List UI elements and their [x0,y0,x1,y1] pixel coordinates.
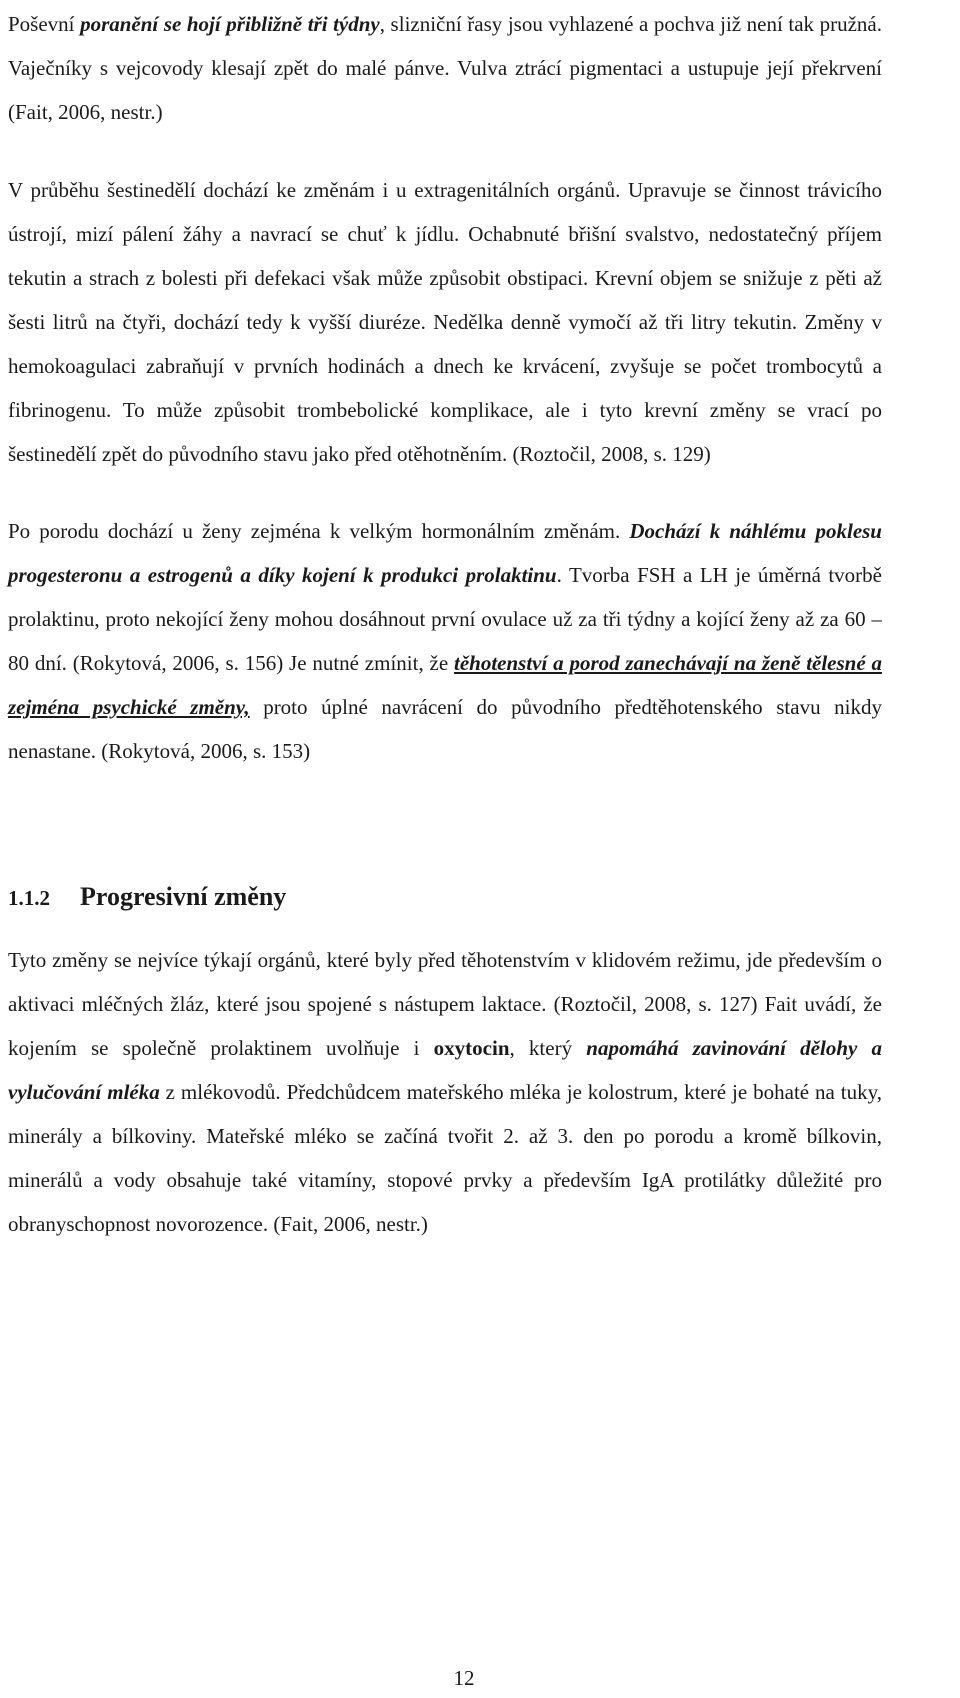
text-segment-normal: Po porodu dochází u ženy zejména k velkým hormonálním změnám. [8,519,630,543]
section-title: Progresivní změny [80,882,287,911]
text-segment-normal: proto úplné navrácení do původního předtěhotenského stavu nikdy nenastane. (Rokytová, 2006, s. 153) [8,695,882,763]
text-segment-normal: . Tvorba FSH a LH je úměrná tvorbě prolaktinu, proto nekojící ženy mohou dosáhnout první ovulace už za tři týdny a kojící ženy až za 60 – 80 dní. (Rokytová, 2006, s. 156) Je nutné zmínit, že [8,563,883,675]
paragraph-extragenital-changes [8,168,882,476]
text-segment-normal: Tyto změny se nejvíce týkají orgánů, které byly před těhotenstvím v klidovém režimu, jde především o aktivaci mléčných žláz, které jsou spojené s nástupem laktace. (Roztočil, 2008, s. 127) Fait uvádí, že kojením se společně prolaktinem uvolňuje i [8,948,882,1060]
paragraph-progressive-changes [8,938,882,1246]
text-segment-bolditalic: napomáhá zavinování dělohy a vylučování mléka [8,1036,882,1104]
text-segment-normal: , slizniční řasy jsou vyhlazené a pochva již není tak pružná. Vaječníky s vejcovody klesají zpět do malé pánve. Vulva ztrácí pigmentaci a ustupuje její překrvení (Fait, 2006, nestr.) [8,12,882,124]
text-segment-bolditalic: poranění se hojí přibližně tři týdny [80,12,380,36]
section-number: 1.1.2 [8,886,50,910]
section-heading [8,877,882,918]
document-page [8,0,882,1246]
text-segment-bold: oxytocin [433,1036,510,1060]
paragraph-postpartum-healing [8,2,882,134]
text-segment-normal: V průběhu šestinedělí dochází ke změnám i u extragenitálních orgánů. Upravuje se činnost trávicího ústrojí, mizí pálení žáhy a navrací se chuť k jídlu. Ochabnuté břišní svalstvo, nedostatečný příjem tekutin a strach z bolesti při defekaci však může způsobit obstipaci. Krevní objem se snižuje z pěti až šesti litrů na čtyři, dochází tedy k vyšší diuréze. Nedělka denně vymočí až tři litry tekutin. Změny v hemokoagulaci zabraňují v prvních hodinách a dnech ke krvácení, zvyšuje se počet trombocytů a fibrinogenu. To může způsobit trombebolické komplikace, ale i tyto krevní změny se vrací po šestinedělí zpět do původního stavu jako před otěhotněním. (Roztočil, 2008, s. 129) [8,178,882,466]
page-number: 12 [453,1666,475,1690]
text-segment-normal: Poševní [8,12,81,36]
paragraph-hormonal-changes [8,509,882,773]
text-segment-normal: , který [509,1036,587,1060]
text-segment-normal: z mlékovodů. Předchůdcem mateřského mléka je kolostrum, které je bohaté na tuky, minerály a bílkoviny. Mateřské mléko se začíná tvořit 2. až 3. den po porodu a kromě bílkovin, minerálů a vody obsahuje také vitamíny, stopové prvky a především IgA protilátky důležité pro obranyschopnost novorozence. (Fait, 2006, nestr.) [8,1080,882,1236]
text-segment-bolditalic-underline: těhotenství a porod zanechávají na ženě tělesné a zejména psychické změny, [8,651,882,719]
text-segment-bolditalic: Dochází k náhlému poklesu progesteronu a estrogenů a díky kojení k produkci prolaktinu [8,519,882,587]
